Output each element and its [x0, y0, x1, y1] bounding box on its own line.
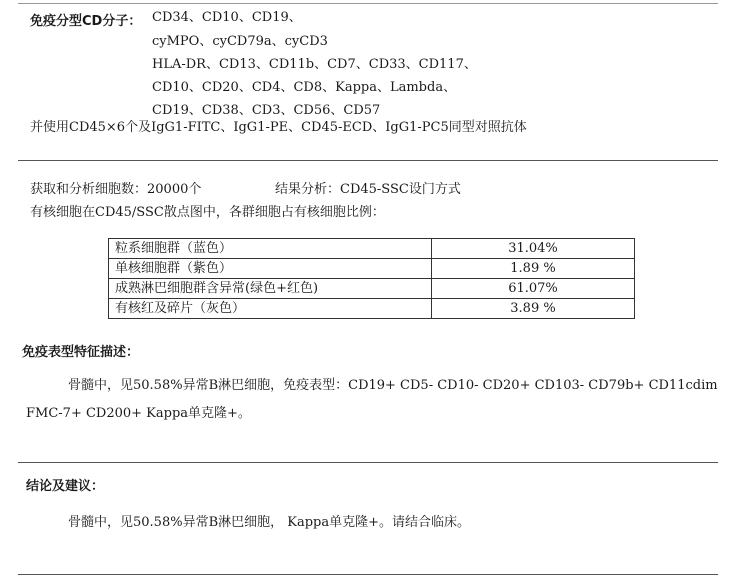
- divider-2: [18, 462, 718, 463]
- population-value: 1.89 %: [432, 259, 635, 279]
- conclusion-text: 骨髓中，见50.58%异常B淋巴细胞， Kappa单克隆+。请结合临床。: [68, 515, 471, 530]
- population-value: 61.07%: [432, 279, 635, 299]
- table-row: [109, 259, 635, 279]
- population-ratio-table: [108, 238, 635, 319]
- top-border-line: [18, 3, 718, 4]
- population-label: 有核红及碎片（灰色）: [109, 299, 432, 319]
- cell-count: 获取和分析细胞数：20000个: [30, 182, 202, 197]
- population-label: 成熟淋巴细胞群含异常(绿色+红色): [109, 279, 432, 299]
- divider-3: [18, 574, 718, 575]
- population-value: 3.89 %: [432, 299, 635, 319]
- cd-line-5: CD19、CD38、CD3、CD56、CD57: [152, 103, 381, 118]
- isotype-controls-line: 并使用CD45×6个及IgG1-FITC、IgG1-PE、CD45-ECD、IgG1-PC5同型对照抗体: [30, 120, 527, 135]
- table-row: [109, 279, 635, 299]
- phenotype-title: 免疫表型特征描述：: [22, 345, 140, 360]
- table-row: [109, 239, 635, 259]
- divider-1: [18, 160, 718, 161]
- conclusion-title: 结论及建议：: [26, 479, 105, 494]
- cd-line-4: CD10、CD20、CD4、CD8、Kappa、Lambda、: [152, 80, 457, 95]
- phenotype-line-2: FMC-7+ CD200+ Kappa单克隆+。: [26, 406, 251, 421]
- cd-line-3: HLA-DR、CD13、CD11b、CD7、CD33、CD117、: [152, 57, 477, 72]
- cd-line-2: cyMPO、cyCD79a、cyCD3: [152, 34, 328, 49]
- gating-analysis: 结果分析：CD45-SSC设门方式: [275, 182, 461, 197]
- phenotype-line-1: 骨髓中，见50.58%异常B淋巴细胞，免疫表型：CD19+ CD5- CD10- CD20+ CD103- CD79b+ CD11cdim: [68, 378, 718, 393]
- population-label: 粒系细胞群（蓝色）: [109, 239, 432, 259]
- table-row: [109, 299, 635, 319]
- population-value: 31.04%: [432, 239, 635, 259]
- cd-line-1: CD34、CD10、CD19、: [152, 10, 302, 25]
- population-label: 单核细胞群（紫色）: [109, 259, 432, 279]
- cd-molecules-title: 免疫分型CD分子：: [30, 14, 142, 29]
- population-intro: 有核细胞在CD45/SSC散点图中，各群细胞占有核细胞比例：: [30, 205, 385, 220]
